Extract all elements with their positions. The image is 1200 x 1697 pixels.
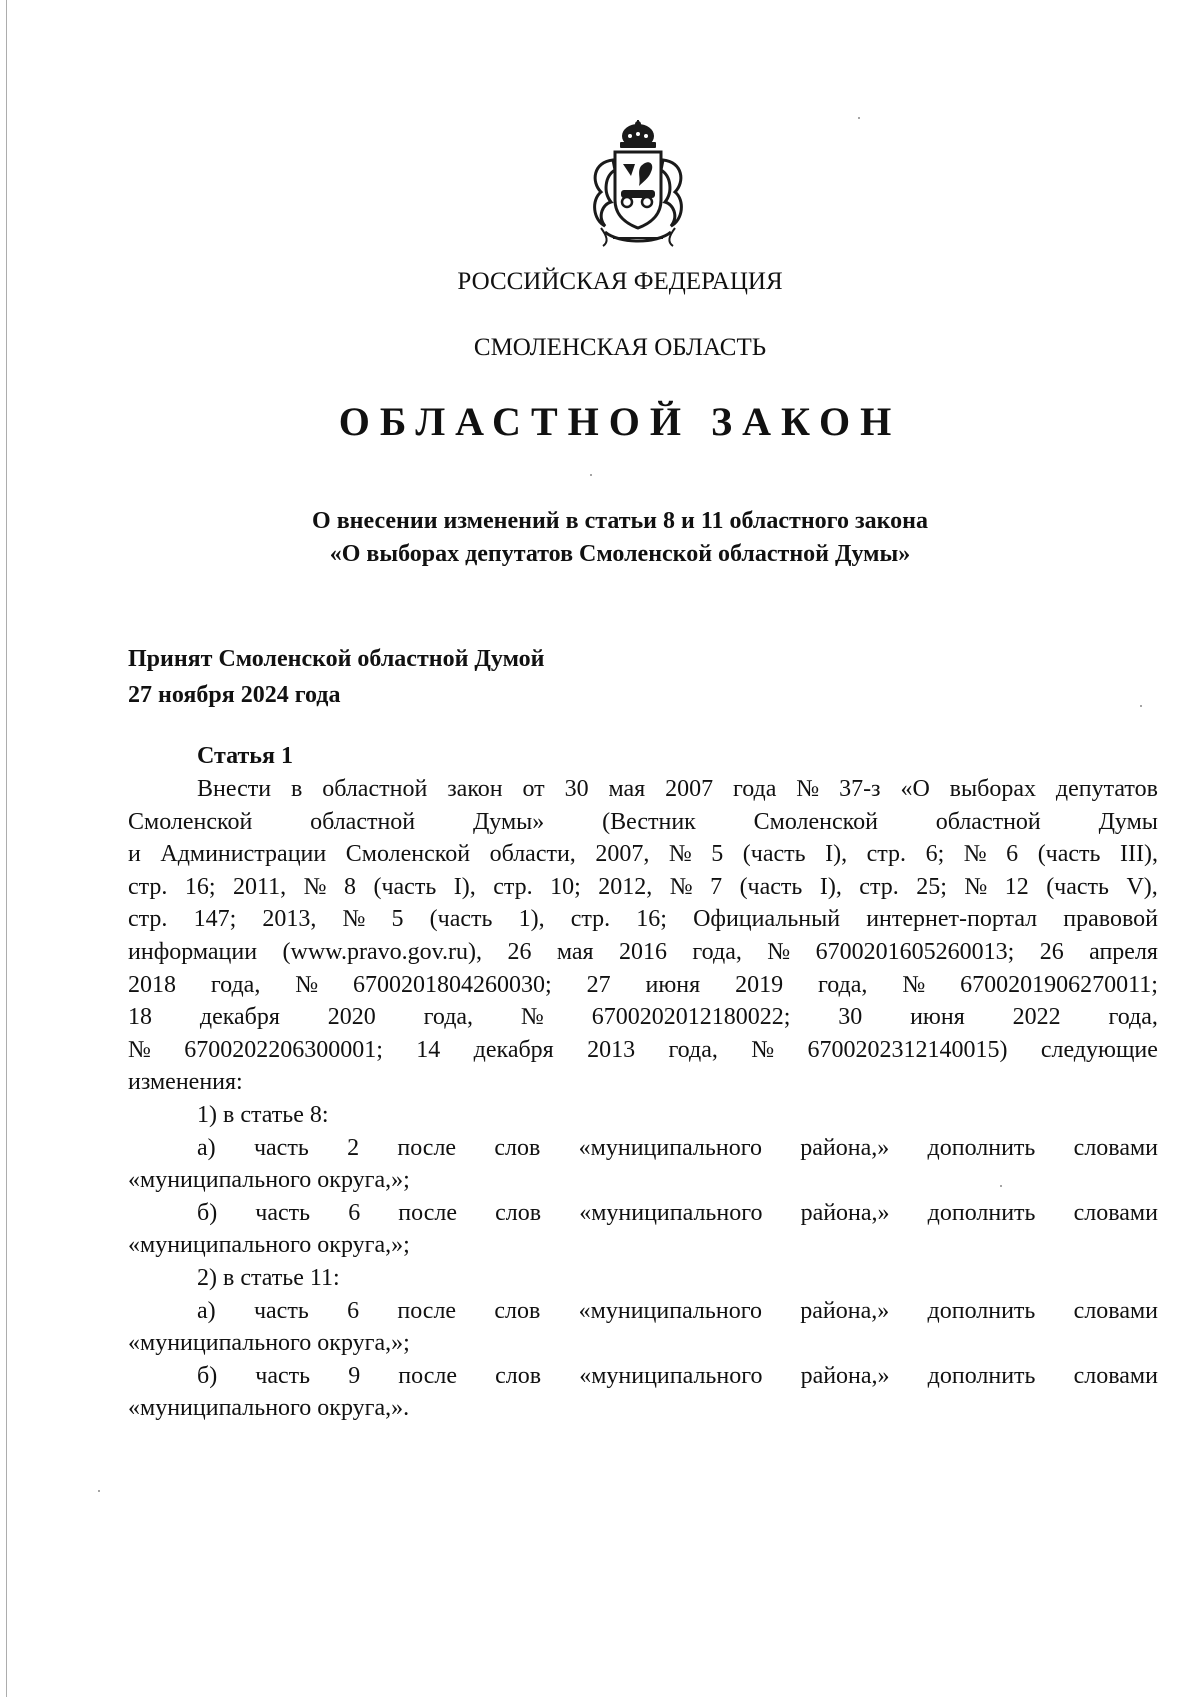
adoption-line1: Принят Смоленской областной Думой xyxy=(128,646,545,672)
header-region: СМОЛЕНСКАЯ ОБЛАСТЬ xyxy=(473,334,767,361)
body-line: и Администрации Смоленской области, 2007, № 5 (часть I), стр. 6; № 6 (часть III), xyxy=(128,841,1158,868)
scan-speck xyxy=(1000,1185,1002,1187)
list-item-line: б) часть 9 после слов «муниципального района,» дополнить словами xyxy=(197,1362,1158,1389)
list-item-line: «муниципального округа,»; xyxy=(128,1167,410,1194)
article-heading: Статья 1 xyxy=(197,743,293,769)
adoption-block xyxy=(128,641,544,713)
scan-speck xyxy=(98,1490,100,1492)
list-item-line: «муниципального округа,»; xyxy=(128,1330,410,1357)
body-line: № 6700202206300001; 14 декабря 2013 года, № 6700202312140015) следующие xyxy=(128,1036,1158,1063)
list-item-line: а) часть 6 после слов «муниципального района,» дополнить словами xyxy=(197,1297,1158,1324)
list-item-line: а) часть 2 после слов «муниципального района,» дополнить словами xyxy=(197,1134,1158,1161)
body-line: стр. 147; 2013, № 5 (часть 1), стр. 16; Официальный интернет-портал правовой xyxy=(128,906,1158,933)
body-line: изменения: xyxy=(128,1069,243,1096)
scan-speck xyxy=(858,117,860,119)
body-line: информации (www.pravo.gov.ru), 26 мая 2016 года, № 6700201605260013; 26 апреля xyxy=(128,938,1158,965)
document-type-title: ОБЛАСТНОЙ ЗАКОН xyxy=(338,399,902,444)
scan-edge-line xyxy=(6,0,7,1697)
body-line: стр. 16; 2011, № 8 (часть I), стр. 10; 2012, № 7 (часть I), стр. 25; № 12 (часть V), xyxy=(128,873,1158,900)
document-title-line2: «О выборах депутатов Смоленской областной Думы» xyxy=(329,541,911,567)
scan-speck xyxy=(590,474,592,476)
adoption-date: 27 ноября 2024 года xyxy=(128,682,341,708)
body-line: Внести в областной закон от 30 мая 2007 года № 37-з «О выборах депутатов xyxy=(197,776,1158,802)
body-line: 2018 года, № 6700201804260030; 27 июня 2019 года, № 6700201906270011; xyxy=(128,971,1158,998)
list-item-line: «муниципального округа,». xyxy=(128,1395,410,1422)
list-item-line: б) часть 6 после слов «муниципального района,» дополнить словами xyxy=(197,1199,1158,1226)
list-item-head: 1) в статье 8: xyxy=(197,1101,329,1128)
document-title-line1: О внесении изменений в статьи 8 и 11 областного закона xyxy=(312,508,928,534)
body-line: 18 декабря 2020 года, № 6700202012180022; 30 июня 2022 года, xyxy=(128,1004,1158,1031)
scan-speck xyxy=(1140,705,1142,707)
smolensk-coat-of-arms-icon xyxy=(583,120,693,250)
body-line: Смоленской областной Думы» (Вестник Смоленской областной Думы xyxy=(128,808,1158,835)
header-country: РОССИЙСКАЯ ФЕДЕРАЦИЯ xyxy=(457,268,783,295)
list-item-line: «муниципального округа,»; xyxy=(128,1232,410,1259)
list-item-head: 2) в статье 11: xyxy=(197,1264,340,1291)
article-body xyxy=(128,773,1158,1425)
